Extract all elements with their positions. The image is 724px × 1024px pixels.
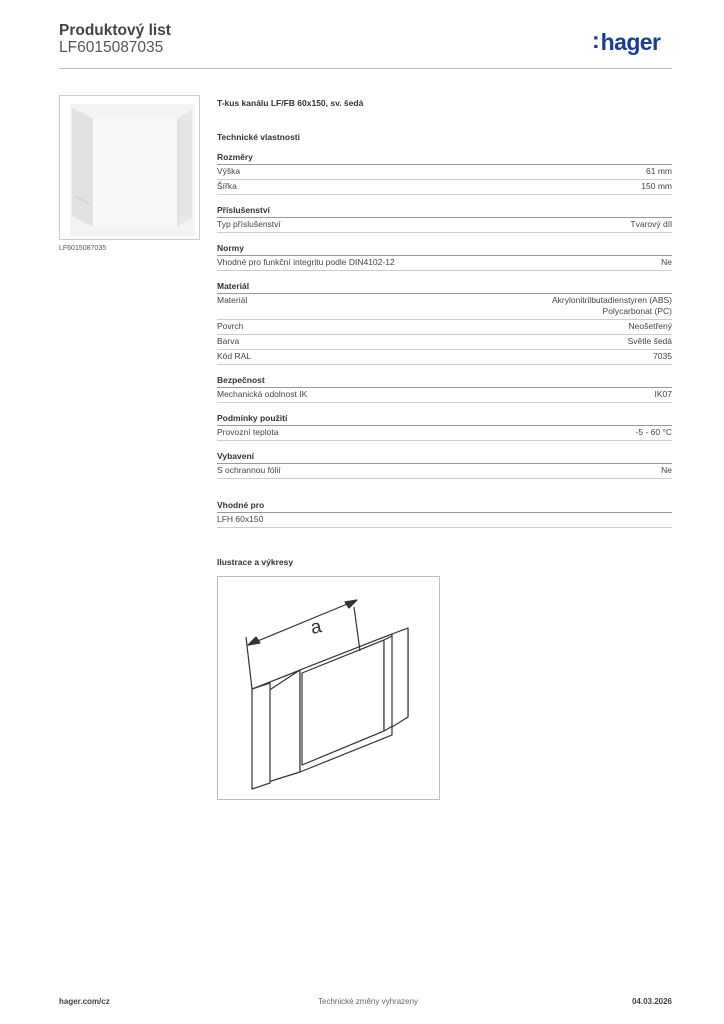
table-row: S ochrannou fólií Ne bbox=[217, 464, 672, 479]
section-prislusenstvi bbox=[217, 205, 672, 233]
product-photo bbox=[59, 95, 200, 240]
section-material bbox=[217, 281, 672, 365]
footer-date: 04.03.2026 bbox=[631, 997, 672, 1006]
section-heading: Vhodné pro bbox=[217, 500, 672, 513]
section-bezpecnost bbox=[217, 375, 672, 403]
table-row: Kód RAL 7035 bbox=[217, 350, 672, 365]
section-vybaveni bbox=[217, 451, 672, 479]
illustration-drawing bbox=[217, 576, 440, 800]
main-content bbox=[217, 98, 672, 538]
product-title: T-kus kanálu LF/FB 60x150, sv. šedá bbox=[217, 98, 364, 108]
table-row: Vhodné pro funkční integritu podle DIN4102-12 Ne bbox=[217, 256, 672, 271]
table-row: Typ příslušenství Tvarový díl bbox=[217, 218, 672, 233]
technical-properties-title: Technické vlastnosti bbox=[217, 132, 300, 142]
illustration-title: Ilustrace a výkresy bbox=[217, 557, 294, 567]
hager-logo[interactable]: :hager bbox=[592, 27, 661, 55]
table-row: Výška 61 mm bbox=[217, 165, 672, 180]
table-row: Materiál Akrylonitrilbutadienstyren (ABS) Polycarbonat (PC) bbox=[217, 294, 672, 320]
footer-url[interactable]: hager.com/cz bbox=[59, 997, 110, 1006]
section-heading: Bezpečnost bbox=[217, 375, 672, 388]
section-heading: Normy bbox=[217, 243, 672, 256]
product-code-heading: LF6015087035 bbox=[59, 39, 164, 56]
header-title: Produktový list bbox=[59, 22, 171, 39]
section-heading: Rozměry bbox=[217, 152, 672, 165]
dimension-label: a bbox=[308, 616, 324, 639]
section-vhodne-pro bbox=[217, 500, 672, 528]
section-heading: Příslušenství bbox=[217, 205, 672, 218]
section-heading: Podmínky použití bbox=[217, 413, 672, 426]
section-normy bbox=[217, 243, 672, 271]
section-heading: Vybavení bbox=[217, 451, 672, 464]
section-podminky bbox=[217, 413, 672, 441]
table-row: Povrch Neošetřený bbox=[217, 320, 672, 335]
footer-note: Technické změny vyhrazeny bbox=[318, 997, 419, 1006]
table-row: Provozní teplota -5 - 60 °C bbox=[217, 426, 672, 441]
section-heading: Materiál bbox=[217, 281, 672, 294]
table-row: Mechanická odolnost IK IK07 bbox=[217, 388, 672, 403]
table-row: Barva Světle šedá bbox=[217, 335, 672, 350]
header-divider bbox=[59, 68, 672, 69]
section-rozmery bbox=[217, 152, 672, 195]
table-row: LFH 60x150 bbox=[217, 513, 672, 528]
table-row: Šířka 150 mm bbox=[217, 180, 672, 195]
photo-caption: LF6015087035 bbox=[59, 245, 107, 252]
